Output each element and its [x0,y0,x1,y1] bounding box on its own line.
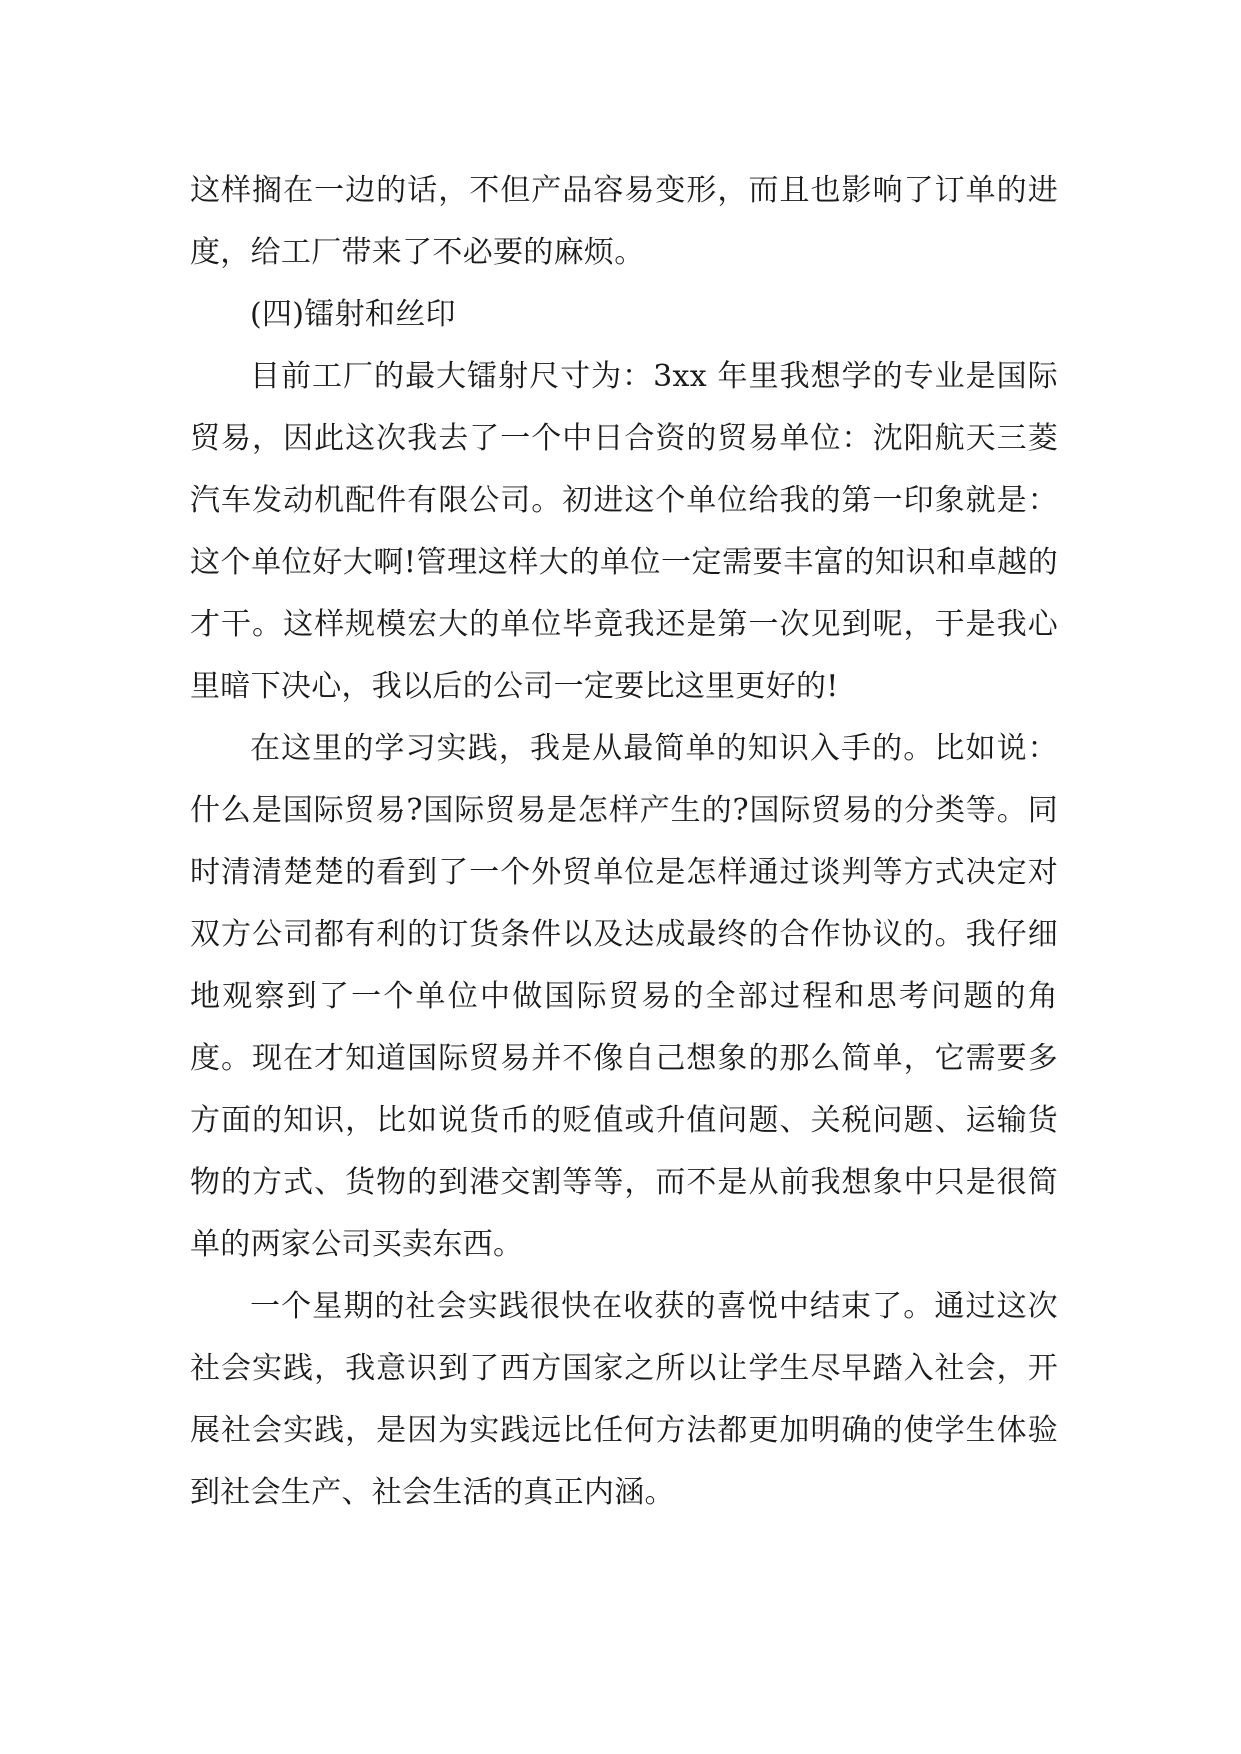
paragraph-laser-size: 目前工厂的最大镭射尺寸为：3xx 年里我想学的专业是国际贸易，因此这次我去了一个中日合资的贸易单位：沈阳航天三菱汽车发动机配件有限公司。初进这个单位给我的第一印象就是：这个单位好大啊!管理这样大的单位一定需要丰富的知识和卓越的才干。这样规模宏大的单位毕竟我还是第一次见到呢，于是我心里暗下决心，我以后的公司一定要比这里更好的! [190,359,1058,704]
paragraph-conclusion: 一个星期的社会实践很快在收获的喜悦中结束了。通过这次社会实践，我意识到了西方国家之所以让学生尽早踏入社会，开展社会实践，是因为实践远比任何方法都更加明确的使学生体验到社会生产、社会生活的真正内涵。 [190,1289,1058,1510]
section-heading: (四)镭射和丝印 [250,297,456,332]
paragraph-continuation: 这样搁在一边的话，不但产品容易变形，而且也影响了订单的进度，给工厂带来了不必要的麻烦。 [190,173,1058,270]
paragraph-learning-practice: 在这里的学习实践，我是从最简单的知识入手的。比如说： 什么是国际贸易?国际贸易是怎样产生的?国际贸易的分类等。同时清清楚楚的看到了一个外贸单位是怎样通过谈判等方式决定对双方公司都有利的订货条件以及达成最终的合作协议的。我仔细地观察到了一个单位中做国际贸易的全部过程和思考问题的角度。现在才知道国际贸易并不像自己想象的那么简单，它需要多方面的知识，比如说货币的贬值或升值问题、关税问题、运输货物的方式、货物的到港交割等等，而不是从前我想象中只是很简单的两家公司买卖东西。 [190,731,1058,1262]
document-body [190,160,1058,1524]
